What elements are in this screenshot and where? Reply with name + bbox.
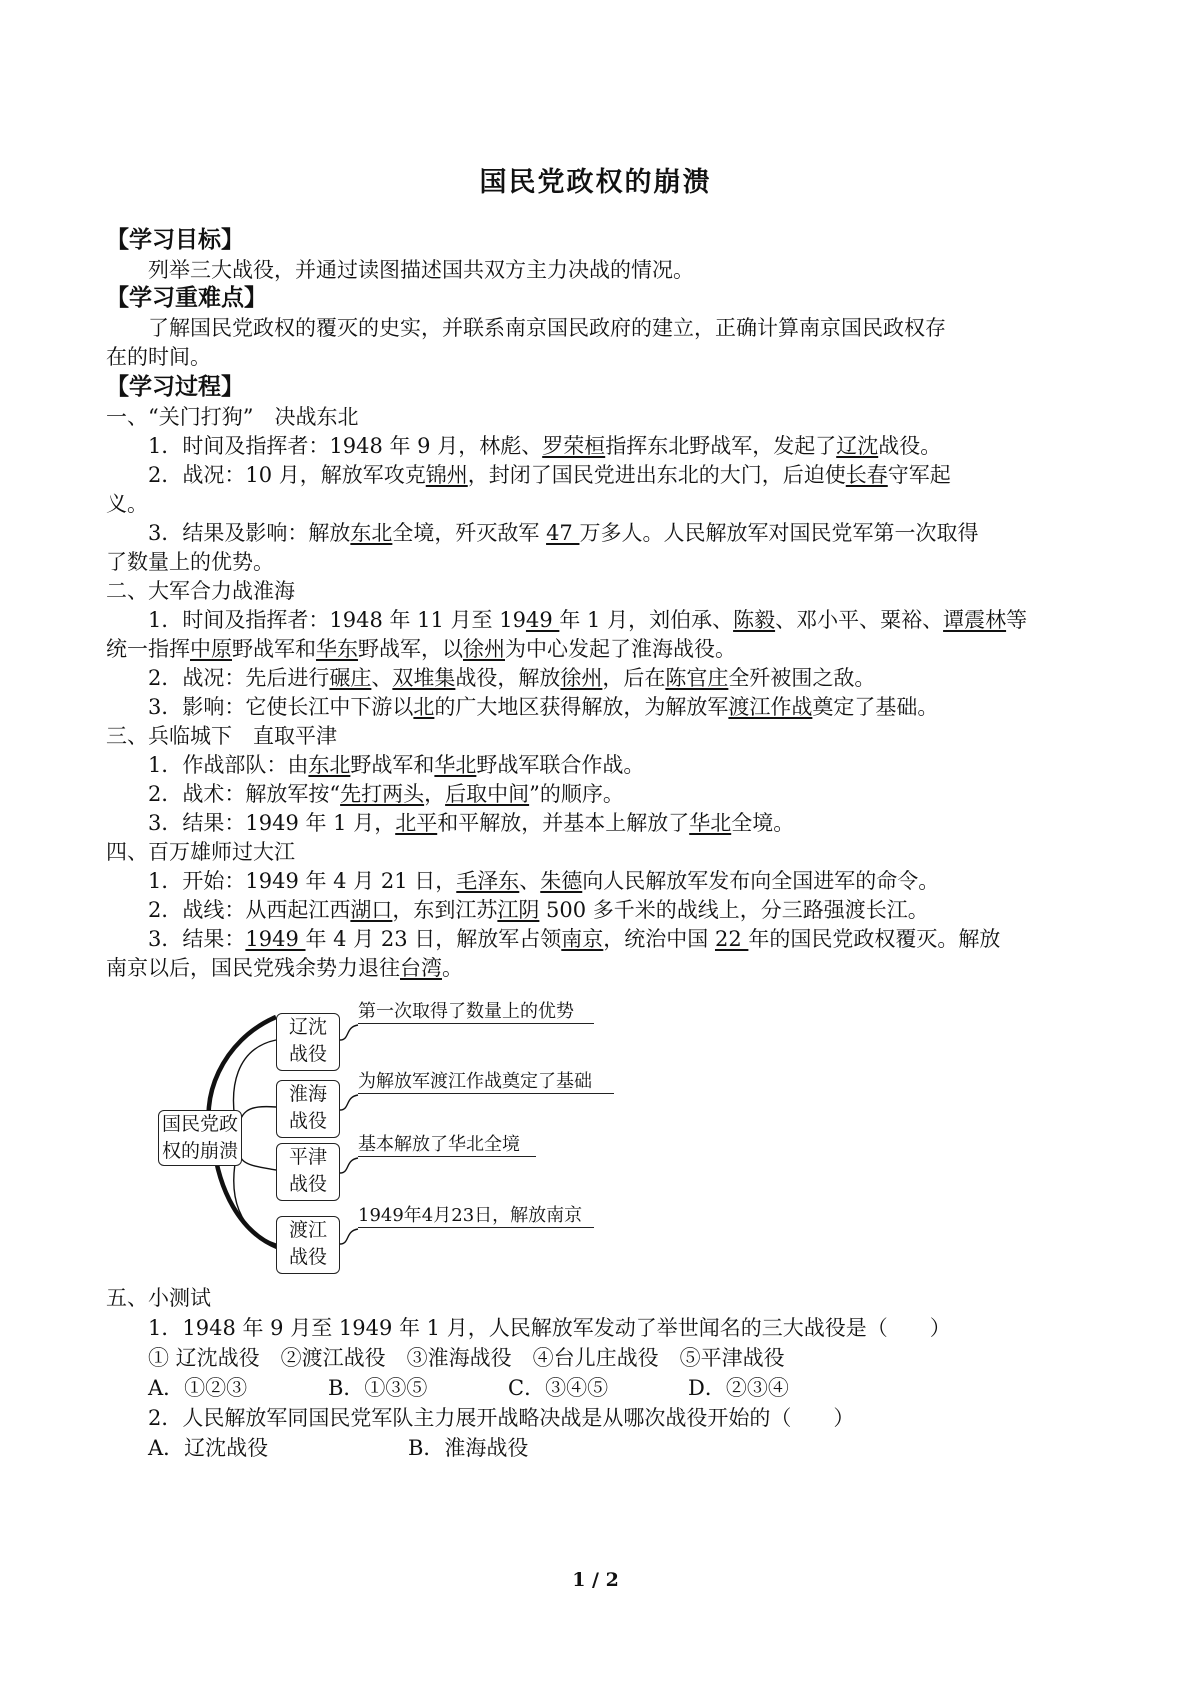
diagram-note-liaoshen: 第一次取得了数量上的优势	[358, 1001, 594, 1024]
s4-heading: 四、百万雄师过大江	[106, 840, 295, 864]
quiz-q1-option-b: B．①③⑤	[328, 1376, 428, 1400]
diagram-note-huaihai: 为解放军渡江作战奠定了基础	[358, 1071, 614, 1094]
diagram-root-node: 国民党政 权的崩溃	[158, 1110, 242, 1166]
diagram-link-3	[340, 1158, 358, 1173]
s2-p1-cont: 统一指挥中原野战军和华东野战军，以徐州为中心发起了淮海战役。	[106, 637, 736, 661]
quiz-q2: 2．人民解放军同国民党军队主力展开战略决战是从哪次战役开始的（ ）	[148, 1406, 855, 1430]
s4-p1: 1．开始：1949 年 4 月 21 日，毛泽东、朱德向人民解放军发布向全国进军的命令。	[148, 869, 940, 893]
s1-p2-cont: 义。	[106, 492, 148, 516]
quiz-q1-items: ① 辽沈战役 ②渡江战役 ③淮海战役 ④台儿庄战役 ⑤平津战役	[148, 1346, 785, 1370]
diagram-link-4	[340, 1229, 358, 1244]
process-heading: 【学习过程】	[106, 373, 244, 400]
diagram-link-1	[340, 1025, 358, 1040]
s4-p3: 3．结果：1949 年 4 月 23 日，解放军占领南京，统治中国 22 年的国民党政权覆灭。解放	[148, 927, 1001, 951]
s4-p3-cont: 南京以后，国民党残余势力退往台湾。	[106, 956, 463, 980]
s2-heading: 二、大军合力战淮海	[106, 579, 295, 603]
diagram-node-dujiang: 渡江 战役	[276, 1216, 340, 1274]
s1-p2: 2．战况：10 月，解放军攻克锦州，封闭了国民党进出东北的大门，后迫使长春守军起	[148, 463, 951, 487]
key-heading: 【学习重难点】	[106, 284, 267, 311]
diagram-note-pingjin: 基本解放了华北全境	[358, 1134, 536, 1157]
goal-text: 列举三大战役，并通过读图描述国共双方主力决战的情况。	[148, 258, 694, 282]
key-text-1: 了解国民党政权的覆灭的史实，并联系南京国民政府的建立，正确计算南京国民政权存	[148, 316, 946, 340]
s1-p1: 1．时间及指挥者：1948 年 9 月，林彪、罗荣桓指挥东北野战军，发起了辽沈战役。	[148, 434, 942, 458]
s3-p2: 2．战术：解放军按“先打两头，后取中间”的顺序。	[148, 782, 624, 806]
key-text-2: 在的时间。	[106, 345, 211, 369]
quiz-q1-option-c: C．③④⑤	[508, 1376, 609, 1400]
s1-p3-cont: 了数量上的优势。	[106, 550, 274, 574]
quiz-q1-option-a: A．①②③	[148, 1376, 248, 1400]
diagram-node-huaihai: 淮海 战役	[276, 1080, 340, 1138]
diagram-connector-3	[238, 1144, 276, 1170]
s2-p3: 3．影响：它使长江中下游以北的广大地区获得解放，为解放军渡江作战奠定了基础。	[148, 695, 939, 719]
s5-heading: 五、小测试	[106, 1286, 211, 1310]
s2-p1: 1．时间及指挥者：1948 年 11 月至 1949 年 1 月，刘伯承、陈毅、邓小平、粟裕、谭震林等	[148, 608, 1028, 632]
goal-heading: 【学习目标】	[106, 226, 244, 253]
s3-p1: 1．作战部队：由东北野战军和华北野战军联合作战。	[148, 753, 645, 777]
quiz-q2-option-a: A．辽沈战役	[148, 1436, 269, 1460]
diagram-link-2	[340, 1095, 358, 1110]
s1-heading: 一、“关门打狗” 决战东北	[106, 405, 359, 429]
page-title: 国民党政权的崩溃	[479, 167, 712, 198]
diagram-node-pingjin: 平津 战役	[276, 1143, 340, 1201]
diagram-node-liaoshen: 辽沈 战役	[276, 1013, 340, 1071]
quiz-q1-option-d: D．②③④	[688, 1376, 789, 1400]
s3-heading: 三、兵临城下 直取平津	[106, 724, 337, 748]
quiz-q1: 1．1948 年 9 月至 1949 年 1 月，人民解放军发动了举世闻名的三大战役是（ ）	[148, 1316, 951, 1340]
s2-p2: 2．战况：先后进行碾庄、双堆集战役，解放徐州，后在陈官庄全歼被围之敌。	[148, 666, 876, 690]
quiz-q2-option-b: B．淮海战役	[408, 1436, 529, 1460]
diagram-connector-2	[238, 1107, 276, 1138]
s4-p2: 2．战线：从西起江西湖口，东到江苏江阴 500 多千米的战线上，分三路强渡长江。	[148, 898, 929, 922]
s3-p3: 3．结果：1949 年 1 月，北平和平解放，并基本上解放了华北全境。	[148, 811, 795, 835]
page-number: 1 / 2	[572, 1569, 619, 1591]
diagram-note-dujiang: 1949年4月23日，解放南京	[358, 1205, 594, 1228]
s1-p3: 3．结果及影响：解放东北全境，歼灭敌军 47 万多人。人民解放军对国民党军第一次取得	[148, 521, 979, 545]
